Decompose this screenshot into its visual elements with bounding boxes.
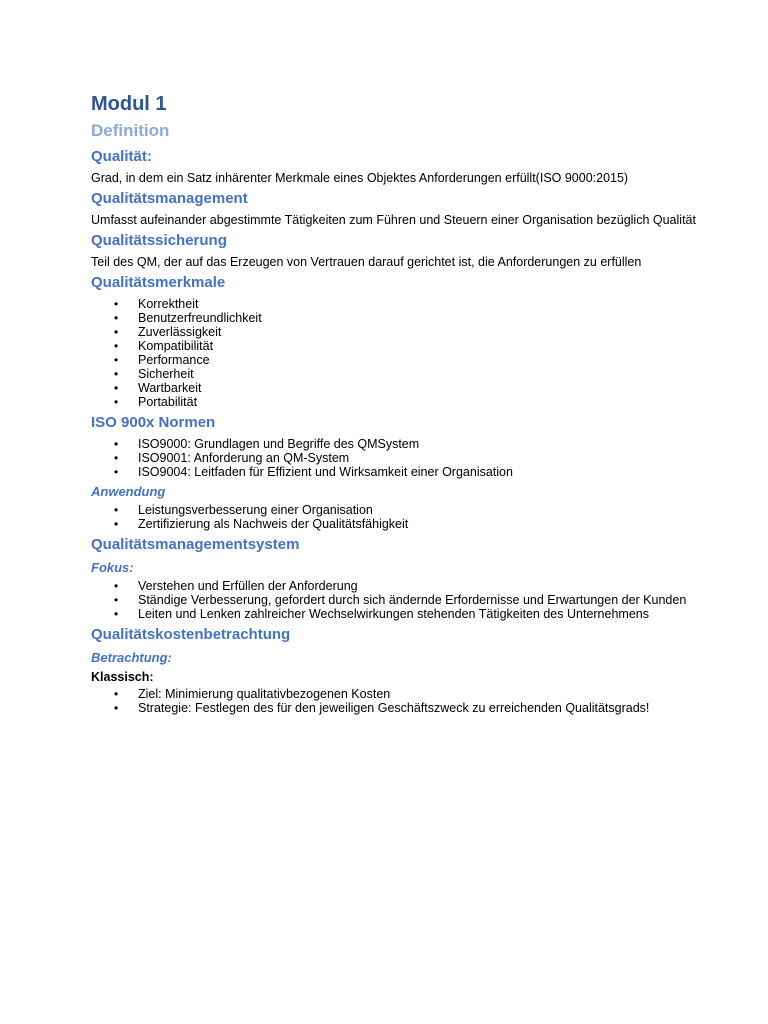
iso-heading: ISO 900x Normen (91, 414, 216, 431)
list-item: • ISO9001: Anforderung an QM-System (138, 451, 708, 465)
list-item: • Strategie: Festlegen des für den jeweiligen Geschäftszweck zu erreichenden Qualitätsgrads! (138, 701, 708, 715)
definition-heading: Definition (91, 121, 170, 140)
list-item: • Ständige Verbesserung, gefordert durch sich ändernde Erfordernisse und Erwartungen der Kunden (138, 593, 708, 607)
list-item: • Zuverlässigkeit (138, 325, 708, 339)
qs-text: Teil des QM, der auf das Erzeugen von Vertrauen darauf gerichtet ist, die Anforderungen zu erfüllen (91, 255, 642, 269)
qualitaet-heading: Qualität: (91, 148, 152, 165)
list-item: • Leiten und Lenken zahlreicher Wechselwirkungen stehenden Tätigkeiten des Unternehmens (138, 607, 708, 621)
merkmale-heading: Qualitätsmerkmale (91, 274, 226, 291)
merkmale-list (91, 297, 708, 409)
list-item: • Wartbarkeit (138, 381, 708, 395)
iso-list (91, 437, 708, 479)
list-item: • Sicherheit (138, 367, 708, 381)
list-item: • Performance (138, 353, 708, 367)
anwendung-list (91, 503, 708, 531)
qualitaet-text: Grad, in dem ein Satz inhärenter Merkmale eines Objektes Anforderungen erfüllt(ISO 9000:2015) (91, 171, 629, 185)
qm-heading: Qualitätsmanagement (91, 190, 248, 207)
qs-heading: Qualitätssicherung (91, 232, 227, 249)
page-title: Modul 1 (91, 93, 167, 115)
anwendung-heading: Anwendung (91, 484, 166, 499)
list-item: • Kompatibilität (138, 339, 708, 353)
list-item: • ISO9004: Leitfaden für Effizient und Wirksamkeit einer Organisation (138, 465, 708, 479)
qms-heading: Qualitätsmanagementsystem (91, 536, 300, 553)
qms-list (91, 579, 708, 621)
list-item: • Verstehen und Erfüllen der Anforderung (138, 579, 708, 593)
list-item: • Leistungsverbesserung einer Organisation (138, 503, 708, 517)
list-item: • Ziel: Minimierung qualitativbezogenen Kosten (138, 687, 708, 701)
list-item: • Benutzerfreundlichkeit (138, 311, 708, 325)
list-item: • Portabilität (138, 395, 708, 409)
kosten-subheading: Betrachtung: (91, 650, 172, 665)
list-item: • Zertifizierung als Nachweis der Qualitätsfähigkeit (138, 517, 708, 531)
list-item: • ISO9000: Grundlagen und Begriffe des QMSystem (138, 437, 708, 451)
kosten-heading: Qualitätskostenbetrachtung (91, 626, 291, 643)
list-item: • Korrektheit (138, 297, 708, 311)
kosten-list (91, 687, 708, 715)
qm-text: Umfasst aufeinander abgestimmte Tätigkeiten zum Führen und Steuern einer Organisation bezüglich Qualität (91, 213, 696, 227)
kosten-bold-label: Klassisch: (91, 670, 154, 684)
qms-subheading: Fokus: (91, 560, 134, 575)
